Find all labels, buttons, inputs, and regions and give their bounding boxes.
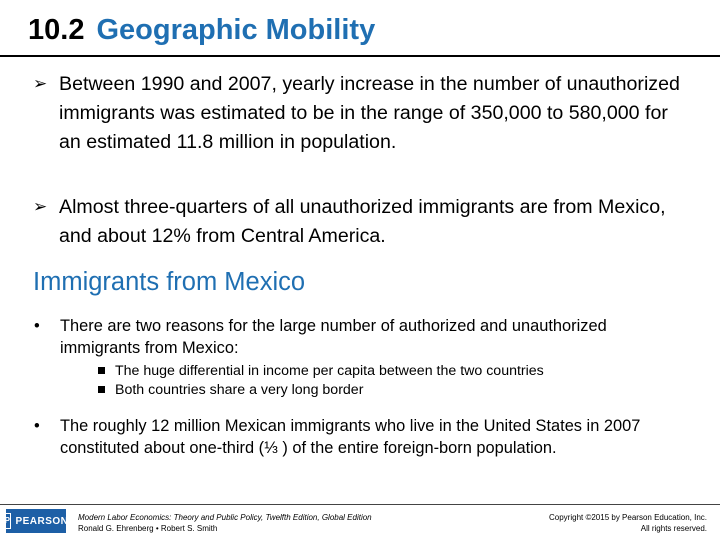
copyright-line-2: All rights reserved.: [640, 524, 707, 533]
dot-bullet-item: [34, 415, 684, 459]
slide-title: [28, 14, 375, 47]
pearson-logo: [4, 509, 69, 533]
arrow-bullet-icon: ➢: [33, 74, 48, 94]
title-text: Geographic Mobility: [96, 14, 376, 46]
footer-copyright: [549, 512, 707, 534]
arrow-bullet-icon: ➢: [33, 197, 48, 217]
section-subheading: Immigrants from Mexico: [33, 268, 306, 296]
dot-bullet-item: [34, 315, 684, 359]
copyright-line-1: Copyright ©2015 by Pearson Education, Inc.: [549, 513, 707, 522]
dot-bullet-icon: •: [34, 417, 40, 435]
bullet-text: The roughly 12 million Mexican immigrants who live in the United States in 2007 constituted about one-third (⅓ ) of the entire foreign-born population.: [60, 417, 641, 457]
section-number: 10.2: [28, 14, 85, 46]
bullet-text: Almost three-quarters of all unauthorized immigrants are from Mexico, and about 12% from Central America.: [59, 196, 666, 247]
sub-bullet-item: [98, 362, 544, 381]
sub-bullet-item: [98, 381, 544, 400]
arrow-bullet-item: [33, 193, 693, 251]
dot-bullet-icon: •: [34, 317, 40, 335]
arrow-bullet-item: [33, 70, 693, 157]
pearson-mark-icon: P: [4, 513, 12, 529]
title-divider: [0, 55, 720, 57]
logo-text: PEARSON: [15, 515, 69, 527]
footer-divider: [0, 504, 720, 505]
square-bullet-icon: [98, 367, 105, 374]
footer-authors: Ronald G. Ehrenberg • Robert S. Smith: [78, 524, 218, 533]
sub-bullet-list: [98, 362, 544, 400]
bullet-text: Between 1990 and 2007, yearly increase in the number of unauthorized immigrants was estimated to be in the range of 350,000 to 580,000 for an estimated 11.8 million in population.: [59, 73, 680, 153]
footer-book-info: [78, 512, 372, 534]
footer-book-title: Modern Labor Economics: Theory and Public Policy, Twelfth Edition, Global Edition: [78, 513, 372, 522]
sub-bullet-text: Both countries share a very long border: [115, 382, 364, 398]
square-bullet-icon: [98, 386, 105, 393]
sub-bullet-text: The huge differential in income per capita between the two countries: [115, 363, 544, 379]
bullet-text: There are two reasons for the large number of authorized and unauthorized immigrants from Mexico:: [60, 317, 607, 357]
